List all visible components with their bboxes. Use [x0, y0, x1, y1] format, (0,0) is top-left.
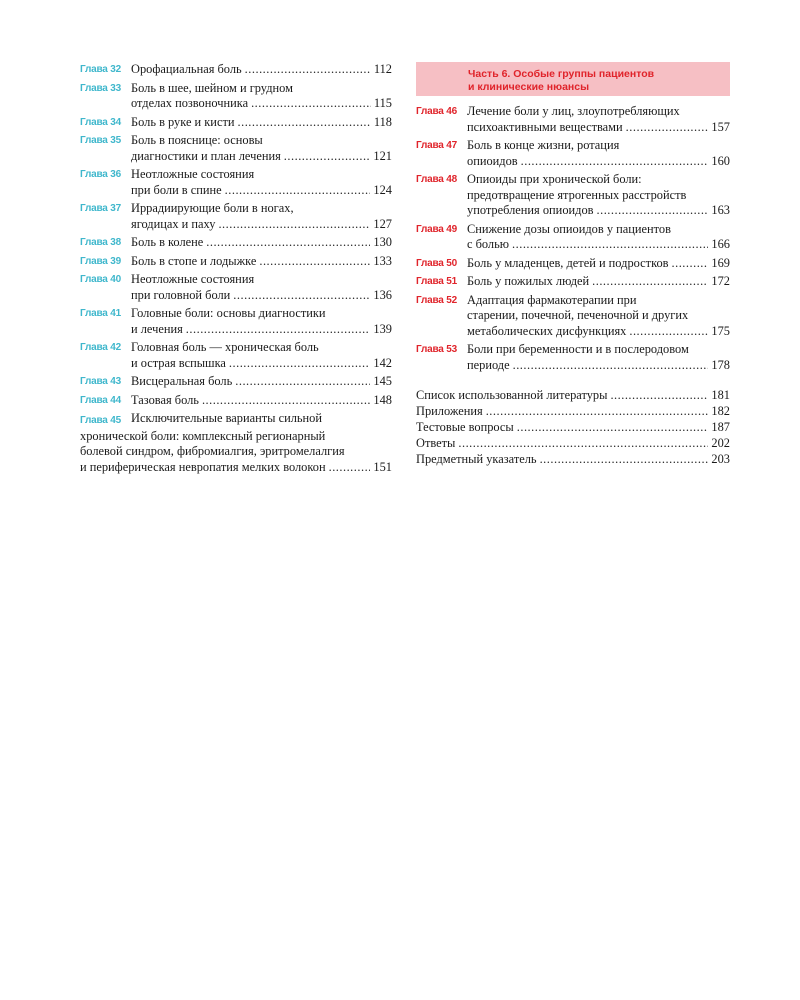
title-line-last [467, 274, 730, 290]
title-text: Боль у пожилых людей [467, 274, 590, 288]
chapter-number: Глава 40 [80, 274, 121, 285]
title-text: и периферическая невропатия мелких волокон [80, 459, 326, 474]
page-number: 169 [711, 255, 730, 270]
toc-entry[interactable] [80, 411, 392, 475]
part-6-heading [416, 62, 730, 96]
chapter-number: Глава 39 [80, 255, 121, 267]
toc-entry[interactable] [80, 393, 392, 409]
chapter-title [467, 256, 730, 272]
title-line-last [131, 235, 392, 251]
back-matter-item[interactable] [416, 451, 730, 467]
dot-leader [458, 435, 708, 451]
title-text: опиоидов [467, 153, 518, 168]
toc-entry[interactable] [416, 342, 730, 373]
title-text: Тазовая боль [131, 392, 199, 407]
chapter-title [467, 274, 730, 290]
title-line-last [467, 203, 730, 219]
chapter-title [131, 272, 392, 303]
title-text: предотвращение ятрогенных расстройств [467, 187, 687, 202]
chapter-number: Глава 37 [80, 203, 121, 214]
page-number: 139 [373, 321, 392, 336]
title-text: Иррадиирующие боли в ногах, [131, 201, 294, 215]
page-number: 124 [373, 182, 392, 197]
chapter-title [467, 104, 730, 135]
chapter-number: Глава 50 [416, 257, 457, 269]
title-text: Боли при беременности и в послеродовом [467, 342, 689, 356]
title-text: диагностики и план лечения [131, 148, 281, 163]
back-matter-item[interactable] [416, 435, 730, 451]
title-line-last [131, 149, 392, 165]
title-line [467, 188, 730, 204]
toc-entry[interactable] [416, 104, 730, 135]
title-line [131, 201, 392, 217]
title-line-last [467, 358, 730, 374]
chapter-number: Глава 32 [80, 64, 121, 75]
title-line [131, 340, 392, 356]
chapter-number: Глава 36 [80, 169, 121, 180]
chapter-title [467, 342, 730, 373]
title-text: употребления опиоидов [467, 203, 594, 217]
page-number: 157 [711, 119, 730, 134]
title-line-last [131, 62, 392, 78]
title-text: Адаптация фармакотерапии при [467, 292, 637, 307]
toc-entry[interactable] [416, 138, 730, 169]
title-text: при боли в спине [131, 182, 222, 197]
title-line-last [131, 356, 392, 372]
dot-leader [486, 403, 709, 419]
dot-leader [233, 288, 370, 304]
toc-left-column [80, 62, 392, 478]
title-text: с болью [467, 237, 510, 251]
chapter-title [131, 340, 392, 371]
page-number: 151 [373, 459, 392, 474]
toc-entry[interactable] [416, 274, 730, 290]
toc-entry[interactable] [80, 81, 392, 112]
title-line-last [131, 288, 392, 304]
toc-entry[interactable] [416, 222, 730, 253]
page-number: 136 [373, 287, 392, 302]
chapter-title [131, 133, 392, 164]
page-number: 118 [373, 114, 392, 129]
page-number: 127 [373, 216, 392, 231]
dot-leader [206, 235, 370, 251]
toc-entry[interactable] [80, 133, 392, 164]
toc-entry[interactable] [80, 306, 392, 337]
dot-leader [592, 274, 708, 290]
title-text: психоактивными веществами [467, 119, 623, 134]
chapter-title [131, 306, 392, 337]
title-line [80, 411, 392, 429]
toc-entry[interactable] [80, 62, 392, 78]
chapter-number: Глава 47 [416, 140, 457, 151]
title-text: ягодицах и паху [131, 216, 216, 231]
title-text: Орофациальная боль [131, 62, 242, 76]
title-line [467, 104, 730, 120]
title-line [131, 81, 392, 97]
title-line-last [467, 256, 730, 272]
chapter-number: Глава 46 [416, 106, 457, 117]
title-text: Неотложные состояния [131, 272, 255, 286]
page-number: 182 [711, 404, 730, 418]
title-text: Ответы [416, 436, 456, 450]
dot-leader [218, 217, 370, 233]
title-line-last [131, 217, 392, 233]
chapter-number: Глава 43 [80, 376, 121, 387]
chapter-number: Глава 52 [416, 294, 457, 306]
chapter-title [131, 201, 392, 232]
title-text: Боль в руке и кисти [131, 114, 235, 129]
title-line [467, 172, 730, 188]
page-number: 133 [373, 253, 392, 268]
title-line-last [131, 96, 392, 112]
chapter-title [131, 235, 392, 251]
title-line [131, 272, 392, 288]
toc-right-column [416, 62, 730, 467]
back-matter-item[interactable] [416, 387, 730, 403]
title-text: Боль в шее, шейном и грудном [131, 80, 293, 95]
toc-entry[interactable] [416, 172, 730, 219]
toc-entry[interactable] [80, 115, 392, 131]
dot-leader [202, 393, 370, 409]
page-number: 112 [373, 62, 392, 76]
dot-leader [626, 120, 709, 136]
title-line-last [131, 115, 392, 131]
page-number: 160 [711, 153, 730, 168]
title-line [131, 167, 392, 183]
page-number: 187 [711, 420, 730, 434]
title-text: Боль в колене [131, 235, 204, 249]
toc-entry[interactable] [80, 235, 392, 251]
chapter-number: Глава 45 [80, 415, 121, 426]
title-text: периоде [467, 357, 510, 372]
dot-leader [251, 96, 371, 112]
title-text: Лечение боли у лиц, злоупотребляющих [467, 104, 680, 118]
title-line-last [467, 324, 730, 340]
page-number: 130 [373, 235, 392, 249]
dot-leader [540, 451, 709, 467]
toc-entry[interactable] [80, 201, 392, 232]
chapter-title [131, 374, 392, 390]
page-number: 121 [373, 148, 392, 163]
page-number: 166 [711, 237, 730, 251]
toc-entry[interactable] [80, 254, 392, 270]
title-text: Головные боли: основы диагностики [131, 306, 326, 320]
chapter-title [131, 167, 392, 198]
page-number: 203 [711, 452, 730, 466]
title-line-last [131, 322, 392, 338]
chapter-number: Глава 53 [416, 344, 457, 355]
chapter-number: Глава 42 [80, 342, 121, 353]
page-number: 172 [711, 274, 730, 288]
dot-leader [610, 387, 708, 403]
chapter-number: Глава 48 [416, 174, 457, 185]
title-text: и лечения [131, 321, 183, 336]
title-line-last [467, 154, 730, 170]
title-text: отделах позвоночника [131, 96, 249, 110]
toc-right-list [416, 104, 730, 373]
title-line [131, 133, 392, 149]
title-text: Неотложные состояния [131, 167, 255, 181]
title-line [131, 306, 392, 322]
title-text: Тестовые вопросы [416, 420, 514, 434]
dot-leader [238, 115, 371, 131]
title-text: Висцеральная боль [131, 374, 233, 388]
page-number: 142 [373, 355, 392, 370]
chapter-title [131, 81, 392, 112]
title-line [467, 293, 730, 309]
title-line [467, 342, 730, 358]
title-line: болевой синдром, фибромиалгия, эритромелалгия [80, 444, 345, 458]
title-text: Приложения [416, 404, 483, 418]
page-number: 202 [711, 436, 730, 450]
chapter-title [467, 172, 730, 219]
chapter-number: Глава 49 [416, 223, 457, 235]
dot-leader [672, 256, 709, 272]
back-matter-list [416, 387, 730, 467]
page-number: 175 [711, 323, 730, 338]
chapter-number: Глава 38 [80, 237, 121, 248]
title-text: Боль в пояснице: основы [131, 133, 263, 147]
dot-leader [284, 149, 371, 165]
page-number: 178 [711, 357, 730, 372]
title-line-last [80, 460, 392, 476]
dot-leader [629, 324, 708, 340]
title-line-last [131, 254, 392, 270]
dot-leader [225, 183, 371, 199]
title-line: хронической боли: комплексный регионарный [80, 428, 326, 443]
title-line-last [131, 393, 392, 409]
toc-entry[interactable] [80, 167, 392, 198]
dot-leader [245, 62, 371, 78]
chapter-number: Глава 33 [80, 82, 121, 94]
toc-entry[interactable] [80, 374, 392, 390]
chapter-number: Глава 34 [80, 116, 121, 128]
title-line-last [467, 237, 730, 253]
dot-leader [259, 254, 370, 270]
title-text: Головная боль — хроническая боль [131, 340, 319, 354]
chapter-title [131, 393, 392, 409]
title-text: Список использованной литературы [416, 388, 608, 402]
page-number: 181 [711, 388, 730, 402]
title-line-last [467, 120, 730, 136]
title-text: и острая вспышка [131, 355, 226, 370]
dot-leader [329, 460, 371, 476]
dot-leader [517, 419, 709, 435]
dot-leader [229, 356, 371, 372]
title-text: Исключительные варианты сильной [131, 411, 323, 425]
title-text: Боль в стопе и лодыжке [131, 253, 257, 268]
page-number: 148 [373, 392, 392, 407]
chapter-title [467, 138, 730, 169]
back-matter-item[interactable] [416, 403, 730, 419]
title-line [467, 222, 730, 238]
chapter-number: Глава 44 [80, 394, 121, 406]
title-text: Предметный указатель [416, 452, 537, 466]
title-line-last [131, 374, 392, 390]
chapter-number: Глава 35 [80, 135, 121, 146]
chapter-number: Глава 41 [80, 308, 121, 319]
dot-leader [186, 322, 371, 338]
title-line-last [131, 183, 392, 199]
chapter-title [467, 293, 730, 340]
chapter-number: Глава 51 [416, 276, 457, 287]
title-text: Опиоиды при хронической боли: [467, 172, 642, 186]
page-number: 115 [373, 96, 392, 110]
back-matter-item[interactable] [416, 419, 730, 435]
toc-entry[interactable] [416, 256, 730, 272]
toc-entry[interactable] [416, 293, 730, 340]
title-text: Боль в конце жизни, ротация [467, 138, 620, 152]
title-text: Боль у младенцев, детей и подростков [467, 255, 669, 270]
dot-leader [513, 358, 709, 374]
chapter-title [131, 254, 392, 270]
title-text: при головной боли [131, 287, 231, 302]
toc-entry[interactable] [80, 272, 392, 303]
dot-leader [597, 203, 709, 219]
title-text: старении, почечной, печеночной и других [467, 308, 689, 322]
dot-leader [235, 374, 370, 390]
chapter-title [131, 62, 392, 78]
title-text: Снижение дозы опиоидов у пациентов [467, 221, 671, 236]
title-text: метаболических дисфункциях [467, 323, 627, 338]
dot-leader [512, 237, 708, 253]
title-line [467, 138, 730, 154]
page-number: 145 [373, 374, 392, 388]
toc-entry[interactable] [80, 340, 392, 371]
title-line [467, 308, 730, 324]
chapter-title [467, 222, 730, 253]
page-number: 163 [711, 203, 730, 217]
dot-leader [521, 154, 709, 170]
chapter-title [131, 115, 392, 131]
part-6-heading-text: Часть 6. Особые группы пациентов и клинические нюансы [468, 68, 655, 93]
